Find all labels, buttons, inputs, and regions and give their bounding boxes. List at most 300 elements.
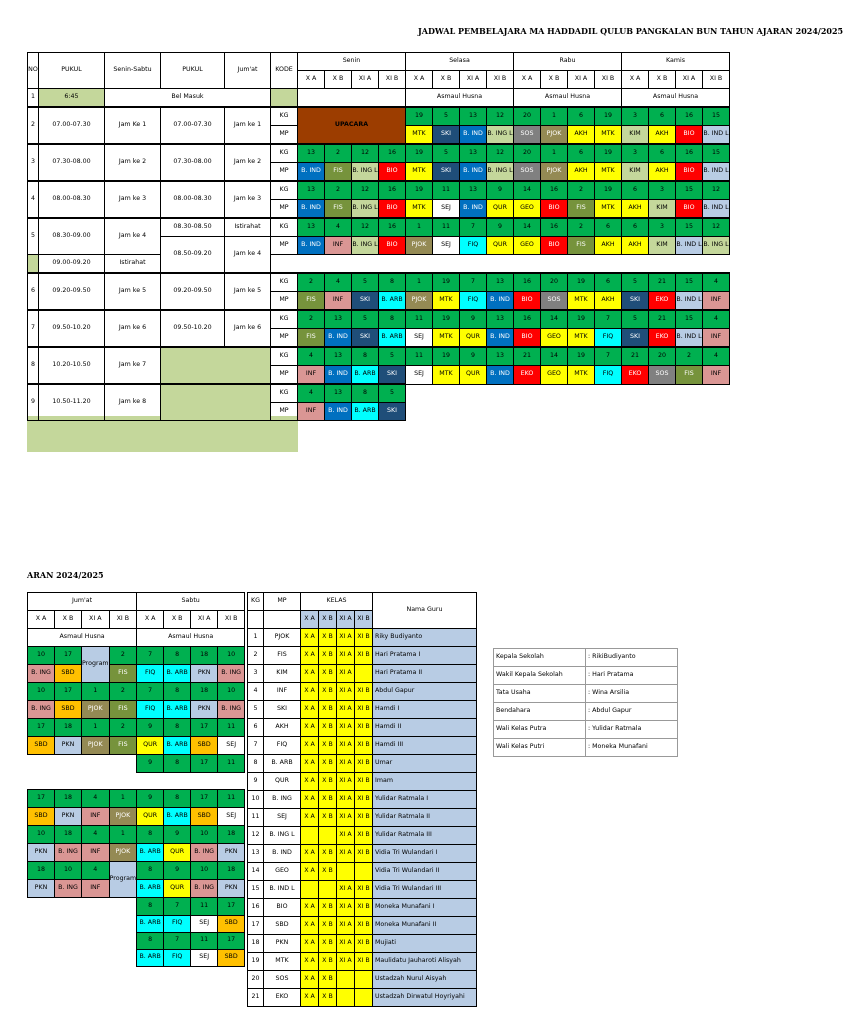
teacher-code-cell: 13 [487,273,514,292]
class-marker: X B [319,953,337,971]
teacher-code-cell: 6 [622,181,649,200]
subject-cell: QUR [164,880,191,898]
teacher-code-cell: 20 [649,347,676,366]
class-marker [319,827,337,845]
teacher-code-cell: 1 [82,719,110,737]
time-cell: 07.30-08.00 [161,144,225,181]
teacher-code: 18 [248,935,264,953]
subject-cell: FIS [298,329,325,348]
time-cell: 08.50-09.20 [161,237,225,274]
class-header: XI A [352,71,379,89]
subject-cell: BIO [541,237,568,255]
subject-cell: B. ING [28,665,55,683]
subject-cell: MTK [568,329,595,348]
teacher-code-cell: 13 [460,107,487,126]
teacher-name: Hamdi II [373,719,477,737]
table-row [28,862,245,880]
teacher-code-cell: 13 [460,144,487,163]
class-marker [319,881,337,899]
subject-code: MTK [264,953,301,971]
teacher-code-cell: 19 [406,144,433,163]
class-header: X A [406,71,433,89]
class-header: XI B [218,611,245,629]
teacher-code-cell: 11 [406,310,433,329]
teacher-code-cell: 4 [325,218,352,237]
subject-cell: QUR [137,808,164,826]
class-marker: X B [319,719,337,737]
class-marker: XI B [355,791,373,809]
time-cell: 09.00-09.20 [39,255,105,274]
subject-cell: B. ING L [352,200,379,219]
subject-cell: B. IND [325,366,352,385]
table-row [28,898,245,916]
class-marker: XI A [337,629,355,647]
teacher-name: Moneka Munafani I [373,899,477,917]
teacher-code-cell: 6 [649,107,676,126]
row-number: 2 [28,107,39,144]
table-row [248,647,477,665]
kode-label: MP [271,126,298,145]
session-cell: Jam ke 2 [105,144,161,181]
teacher-name: Hamdi III [373,737,477,755]
subject-cell: B. ARB [164,737,191,755]
teacher-code-cell: 13 [298,181,325,200]
table-cell [28,255,39,274]
subject-cell: SKI [433,126,460,145]
subject-cell: B. IND [325,329,352,348]
teacher-code-cell: 5 [433,107,460,126]
teacher-code-cell: 2 [109,683,137,701]
table-cell [248,611,264,629]
teacher-code-cell: 6 [568,144,595,163]
row-number: 5 [28,218,39,255]
teacher-code-cell: 9 [137,719,164,737]
teacher-code-cell: 12 [352,218,379,237]
teacher-name: Imam [373,773,477,791]
empty-green-block [27,416,298,452]
subject-cell: B. ING L [352,237,379,255]
teacher-code-cell: 7 [595,347,622,366]
teacher-code-cell: 2 [325,181,352,200]
time-cell: 08.00-08.30 [39,181,105,218]
class-header: X A [28,611,55,629]
subject-cell: PKN [55,808,82,826]
kode-label: MP [271,329,298,348]
session-cell: Jam ke 6 [105,310,161,347]
subject-cell: BIO [514,292,541,311]
class-marker: X B [319,773,337,791]
teacher-code-cell: 1 [406,273,433,292]
table-row [28,844,245,862]
class-marker: XI A [337,935,355,953]
subject-code: AKH [264,719,301,737]
subject-cell: B. ING [55,844,82,862]
subject-cell: B. ARB [137,949,164,966]
kode-label: MP [271,403,298,421]
day-header: Selasa [406,53,514,71]
class-marker: X A [301,629,319,647]
page-title: JADWAL PEMBELAJARA MA HADDADIL QULUB PANGKALAN BUN TAHUN AJARAN 2024/2025 [418,26,843,36]
subject-cell: FIQ [137,665,164,683]
subject-cell: FIQ [460,237,487,255]
teacher-code-cell: 8 [137,932,164,949]
teacher-code: 13 [248,845,264,863]
class-marker: XI B [355,719,373,737]
teacher-code-cell: 11 [218,719,245,737]
subject-cell: BIO [379,200,406,219]
subject-cell: FIS [109,701,137,719]
class-marker: X A [301,755,319,773]
teacher-code-cell: 16 [379,181,406,200]
teacher-code-cell: 16 [514,310,541,329]
class-marker: XI B [355,917,373,935]
subject-cell: MTK [568,366,595,385]
subject-cell: SBD [218,949,245,966]
subject-cell: B. IND L [676,237,703,255]
class-marker: X A [301,791,319,809]
time-cell: 07.30-08.00 [39,144,105,181]
subject-cell: FIS [325,163,352,182]
subject-cell: PKN [28,844,55,862]
subject-code: B. ING L [264,827,301,845]
teacher-code-cell: 11 [218,755,245,773]
teacher-code-cell: 10 [55,862,82,880]
subject-cell: PKN [191,701,218,719]
teacher-code-cell: 3 [622,144,649,163]
class-marker: XI A [337,917,355,935]
day-header: Rabu [514,53,622,71]
table-cell [271,89,298,108]
subject-cell: INF [82,844,110,862]
table-row [248,881,477,899]
subject-cell: KIM [622,163,649,182]
teacher-code-cell: 17 [191,755,218,773]
teacher-code-cell: 5 [352,310,379,329]
subject-cell: FIQ [460,292,487,311]
subject-cell: B. IND [460,126,487,145]
time-cell: 08.00-08.30 [161,181,225,218]
teacher-code-cell: 15 [703,107,730,126]
subject-code: B. ING [264,791,301,809]
subject-cell: AKH [568,163,595,182]
teacher-code-cell: 10 [191,862,218,880]
class-header: X A [622,71,649,89]
subject-cell: QUR [164,844,191,862]
subject-cell: BIO [676,126,703,145]
subject-cell: B. IND [298,163,325,182]
table-row [248,899,477,917]
subject-cell: B. ING L [487,126,514,145]
teacher-code-cell: 19 [568,347,595,366]
subject-cell: FIS [676,366,703,385]
class-header: XI B [355,611,373,629]
teacher-code-cell: 1 [109,790,137,808]
teacher-code-cell: 15 [676,218,703,237]
row-number: 3 [28,144,39,181]
class-marker: XI B [355,629,373,647]
staff-name: : RikiBudiyanto [586,649,678,667]
teacher-code-cell: 18 [55,790,82,808]
class-marker: XI A [337,953,355,971]
teacher-code: 2 [248,647,264,665]
session-cell: Jam ke 8 [105,384,161,421]
header-row [28,53,730,71]
teacher-code-cell: 3 [622,107,649,126]
teacher-code-cell: 5 [433,144,460,163]
day-header: Jum'at [28,593,137,611]
table-row [28,790,245,808]
teacher-code-cell: 3 [649,181,676,200]
subject-cell: MTK [595,163,622,182]
teacher-code-cell: 6 [568,107,595,126]
table-cell [28,949,137,966]
subject-cell: KIM [649,200,676,219]
teacher-code: 17 [248,917,264,935]
teacher-code-cell: 7 [164,932,191,949]
class-header: X B [164,611,191,629]
teacher-code-cell: 14 [541,347,568,366]
session-cell: Jam ke 7 [105,347,161,384]
teacher-code-cell: 12 [352,181,379,200]
subject-cell: GEO [541,366,568,385]
class-marker: X A [301,647,319,665]
subject-cell: INF [298,366,325,385]
header-row [28,593,245,611]
table-cell [137,772,245,790]
teacher-code-cell: 12 [352,144,379,163]
teacher-code: 14 [248,863,264,881]
teacher-code-cell: 10 [28,683,55,701]
session-cell: Jam Ke 1 [105,107,161,144]
kode-label: KG [271,347,298,366]
subject-cell: EKO [622,366,649,385]
teacher-code-cell: 18 [218,862,245,880]
teacher-code-cell: 16 [676,107,703,126]
class-marker: X B [319,989,337,1007]
teacher-code-cell: 9 [137,790,164,808]
class-marker: XI A [337,755,355,773]
teacher-code-cell: 5 [622,310,649,329]
subject-code: FIS [264,647,301,665]
table-row [28,273,730,292]
teacher-code-cell: 18 [191,647,218,665]
class-marker [355,989,373,1007]
session-cell: Jam ke 6 [225,310,271,347]
staff-row [494,685,678,703]
teacher-code-cell: 9 [460,310,487,329]
teacher-code-cell: 17 [28,719,55,737]
teacher-code-cell: 8 [379,310,406,329]
subject-code: PJOK [264,629,301,647]
class-marker: X A [301,701,319,719]
class-header-row [28,611,245,629]
time-cell: 09.50-10.20 [161,310,225,347]
subject-cell: QUR [460,329,487,348]
subject-code: EKO [264,989,301,1007]
time-cell: 08.30-09.00 [39,218,105,255]
kode-label: MP [271,163,298,182]
subject-cell: B. ARB [352,366,379,385]
teacher-code-cell: 16 [676,144,703,163]
teacher-code-cell: 2 [568,218,595,237]
class-header: X B [433,71,460,89]
subject-cell: B. IND [487,292,514,311]
class-marker [337,971,355,989]
teacher-code: 15 [248,881,264,899]
subject-cell: B. IND [325,403,352,421]
class-header: XI A [337,611,355,629]
teacher-code-cell: 7 [137,683,164,701]
staff-name: : Moneka Munafani [586,739,678,757]
class-marker [337,863,355,881]
teacher-code-cell: 15 [676,181,703,200]
class-marker: X A [301,845,319,863]
table-cell [264,611,301,629]
subject-cell: AKH [622,237,649,255]
row-number: 9 [28,384,39,421]
subject-cell: SEJ [406,329,433,348]
teacher-name: Ustadzah Dirwatul Hoyriyahi [373,989,477,1007]
table-row [248,953,477,971]
class-marker: XI B [355,809,373,827]
table-row [28,932,245,949]
subject-cell: FIQ [164,915,191,932]
subject-code: INF [264,683,301,701]
teacher-code-cell: 17 [218,932,245,949]
teacher-code-cell: 8 [137,898,164,916]
class-marker: XI B [355,647,373,665]
subject-code: QUR [264,773,301,791]
class-marker [301,881,319,899]
subject-cell: MTK [568,292,595,311]
class-header: XI A [676,71,703,89]
teacher-name: Hamdi I [373,701,477,719]
teacher-code-cell: 2 [298,310,325,329]
teacher-code-cell: 13 [460,181,487,200]
table-cell [298,89,406,108]
session-cell: Jam ke 2 [225,144,271,181]
subject-cell: B. IND L [703,163,730,182]
column-header: MP [264,593,301,611]
teacher-code-cell: 11 [218,790,245,808]
subject-cell: B. ARB [137,844,164,862]
session-cell: Istirahat [105,255,161,274]
subject-cell: KIM [622,126,649,145]
teacher-code-cell: 11 [191,932,218,949]
teacher-code-cell: 12 [703,181,730,200]
subject-cell: SBD [191,737,218,755]
staff-name: : Abdul Gapur [586,703,678,721]
class-marker: X A [301,809,319,827]
subject-cell: INF [703,366,730,385]
subject-cell: MTK [406,200,433,219]
subject-cell: INF [703,292,730,311]
staff-role: Tata Usaha [494,685,586,703]
subject-cell: B. IND L [676,292,703,311]
subject-cell: MTK [406,126,433,145]
table-row [248,863,477,881]
teacher-code-cell: 19 [568,310,595,329]
teacher-code-cell: 4 [703,310,730,329]
table-row [248,773,477,791]
class-marker: X B [319,809,337,827]
teacher-code-cell: 19 [595,107,622,126]
class-header: X B [319,611,337,629]
teacher-code-cell: 19 [406,107,433,126]
class-header: X A [301,611,319,629]
subject-cell: PKN [28,880,55,898]
subject-cell: B. ING [218,701,245,719]
subject-cell: B. ARB [164,808,191,826]
class-header: X B [541,71,568,89]
teacher-code-cell: 4 [82,862,110,880]
subject-cell: SKI [622,329,649,348]
subject-cell: EKO [649,292,676,311]
subject-cell: FIQ [137,701,164,719]
teacher-code-cell: 8 [164,683,191,701]
teacher-code-cell: 6 [595,218,622,237]
subject-cell: PJOK [109,808,137,826]
column-header: KELAS [301,593,373,611]
subject-cell: SKI [352,329,379,348]
subject-cell: AKH [622,200,649,219]
subject-cell: FIS [568,200,595,219]
teacher-code-cell: 2 [298,273,325,292]
teacher-code-cell: 21 [622,347,649,366]
subject-cell: EKO [514,366,541,385]
subject-cell: QUR [487,200,514,219]
teacher-code: 6 [248,719,264,737]
table-row [28,755,245,773]
subject-cell: SOS [514,163,541,182]
teacher-code-cell: 4 [82,790,110,808]
class-marker: X B [319,791,337,809]
subject-cell: SKI [352,292,379,311]
subject-cell: SKI [379,366,406,385]
teacher-code-cell: 19 [595,181,622,200]
asmaul-husna-cell: Asmaul Husna [28,629,137,647]
teacher-code-cell: 10 [218,647,245,665]
teacher-code-cell: 14 [514,218,541,237]
subject-cell: BIO [676,163,703,182]
table-cell [406,403,730,421]
subject-cell: PJOK [541,163,568,182]
program-cell: Program [82,647,110,683]
teacher-code: 7 [248,737,264,755]
subject-cell: B. ING [191,844,218,862]
teacher-code: 19 [248,953,264,971]
kode-label: KG [271,310,298,329]
column-header: Nama Guru [373,593,477,629]
staff-row [494,739,678,757]
class-marker: X B [319,971,337,989]
table-cell [352,255,730,274]
row-number: 1 [28,89,39,108]
table-row [248,737,477,755]
teacher-code-cell: 12 [487,107,514,126]
table-row [28,826,245,844]
table-row [28,107,730,126]
subject-cell: B. IND L [703,126,730,145]
teacher-code-cell: 4 [298,347,325,366]
table-row [28,665,245,683]
subject-code: SKI [264,701,301,719]
staff-name: : Hari Pratama [586,667,678,685]
teacher-name: Vidia Tri Wulandari I [373,845,477,863]
subject-code: B. IND L [264,881,301,899]
subject-cell: B. ING L [703,237,730,255]
class-header: XI A [568,71,595,89]
